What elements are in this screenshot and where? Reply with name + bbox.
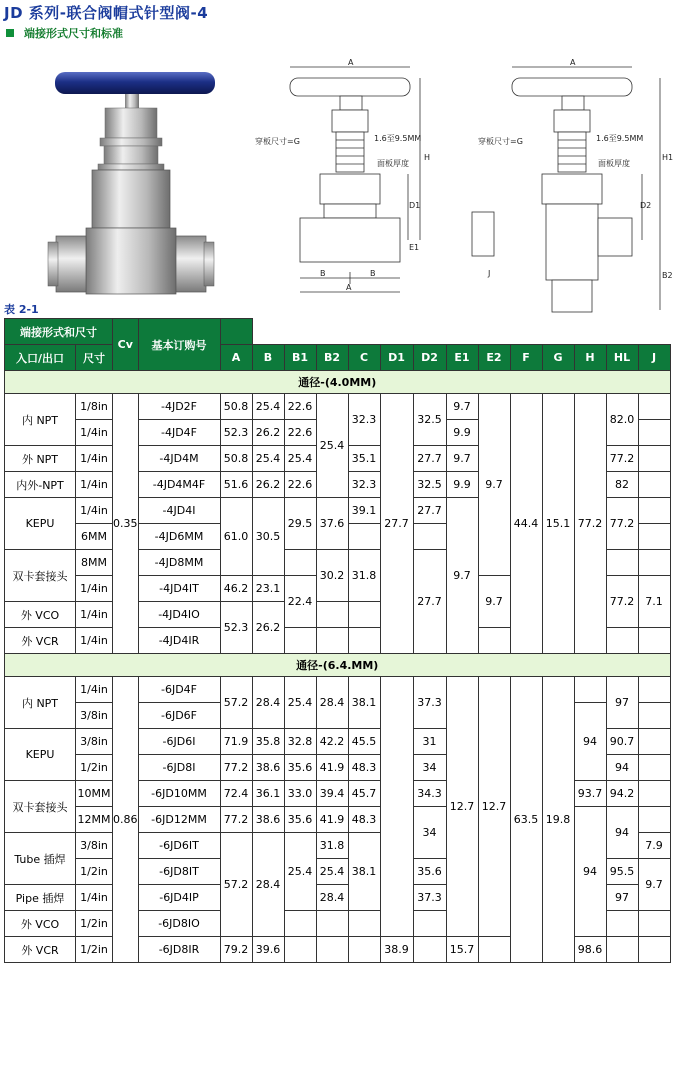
- svg-text:1.6至9.5MM: 1.6至9.5MM: [374, 134, 422, 143]
- col-B2: B2: [316, 345, 348, 371]
- page-title: JD 系列-联合阀帽式针型阀-4: [4, 4, 209, 22]
- col-G: G: [542, 345, 574, 371]
- header-order: 基本订购号: [138, 319, 220, 371]
- table-row: 1/4in -4JD4F 52.3 26.2 22.6 9.9: [5, 420, 671, 446]
- svg-text:A: A: [348, 58, 354, 67]
- svg-text:D2: D2: [640, 201, 652, 210]
- svg-text:穿板尺寸=G: 穿板尺寸=G: [255, 137, 300, 146]
- table-row: 外 VCO 1/2in -6JD8IO: [5, 911, 671, 937]
- table-row: 外 VCR 1/4in -4JD4IR: [5, 628, 671, 654]
- svg-text:H1: H1: [662, 153, 674, 162]
- col-HL: HL: [606, 345, 638, 371]
- table-label: 表 2-1: [4, 303, 39, 316]
- col-C: C: [348, 345, 380, 371]
- svg-text:面板厚度: 面板厚度: [598, 159, 630, 168]
- svg-text:J: J: [488, 269, 491, 278]
- header-size: 尺寸: [76, 345, 113, 371]
- dimension-drawing-angle: [472, 67, 660, 322]
- svg-text:1.6至9.5MM: 1.6至9.5MM: [596, 134, 644, 143]
- col-D1: D1: [380, 345, 413, 371]
- svg-text:E1: E1: [409, 243, 420, 252]
- svg-text:H: H: [424, 153, 431, 162]
- col-A: A: [220, 345, 252, 371]
- section-header-4mm: 通径-(4.0MM): [5, 371, 671, 394]
- table-row: 双卡套接头 10MM -6JD10MM 72.4 36.1 33.0 39.4 45.7 34.3 93.7 94.2: [5, 781, 671, 807]
- section-header-6mm: 通径-(6.4.MM): [5, 654, 671, 677]
- svg-text:B: B: [320, 269, 326, 278]
- table-row: 外 VCO 1/4in -4JD4IO 52.3 26.2: [5, 602, 671, 628]
- table-header-row: [5, 345, 671, 371]
- section-subtitle: 端接形式尺寸和标准: [6, 25, 123, 41]
- table-row: 外 VCR 1/2in -6JD8IR 79.2 39.6 38.9 15.7 98.6: [5, 937, 671, 963]
- header-cv: Cv: [113, 319, 139, 371]
- table-row: 3/8in -6JD6F 94: [5, 703, 671, 729]
- svg-text:B2: B2: [662, 271, 673, 280]
- svg-text:B: B: [370, 269, 376, 278]
- table-row: Tube 插焊 3/8in -6JD6IT 57.2 28.4 25.4 31.8 38.1 7.9: [5, 833, 671, 859]
- table-row: 1/2in -6JD8IT 25.4 35.6 95.5 9.7: [5, 859, 671, 885]
- bullet-square-icon: [6, 29, 14, 37]
- table-row: 6MM -4JD6MM: [5, 524, 671, 550]
- handle-icon: [55, 72, 215, 94]
- table-row: Pipe 插焊 1/4in -6JD4IP 28.4 37.3 97: [5, 885, 671, 911]
- col-D2: D2: [413, 345, 446, 371]
- svg-text:D1: D1: [409, 201, 421, 210]
- svg-text:A: A: [570, 58, 576, 67]
- header-inlet-outlet: 入口/出口: [5, 345, 76, 371]
- col-B1: B1: [284, 345, 316, 371]
- table-row: 外 NPT 1/4in -4JD4M 50.8 25.4 25.4 35.1 27.7 9.7 77.2: [5, 446, 671, 472]
- valve-figures: [0, 40, 677, 310]
- table-row: 内外-NPT 1/4in -4JD4M4F 51.6 26.2 22.6 32.3 32.5 9.9 82: [5, 472, 671, 498]
- table-row: 12MM -6JD12MM 77.2 38.6 35.6 41.9 48.3 34 94 94: [5, 807, 671, 833]
- table-row: 1/2in -6JD8I 77.2 38.6 35.6 41.9 48.3 34 94: [5, 755, 671, 781]
- table-row: 内 NPT 1/8in 0.35 -4JD2F 50.8 25.4 22.6 25.4 32.3 27.7 32.5 9.7 9.7 44.4 15.1 77.2 82.0: [5, 394, 671, 420]
- col-F: F: [510, 345, 542, 371]
- col-E1: E1: [446, 345, 478, 371]
- svg-text:穿板尺寸=G: 穿板尺寸=G: [478, 137, 523, 146]
- header-connection: 端接形式和尺寸: [5, 319, 113, 345]
- table-row: 内 NPT 1/4in 0.86 -6JD4F 57.2 28.4 25.4 28.4 38.1 37.3 12.7 12.7 63.5 19.8 97: [5, 677, 671, 703]
- table-row: KEPU 3/8in -6JD6I 71.9 35.8 32.8 42.2 45.5 31 90.7: [5, 729, 671, 755]
- table-row: 双卡套接头 8MM -4JD8MM 30.2 31.8 27.7: [5, 550, 671, 576]
- col-H: H: [574, 345, 606, 371]
- dimension-table: [4, 318, 671, 963]
- valve-photo: [48, 72, 215, 294]
- table-row: 1/4in -4JD4IT 46.2 23.1 22.4 9.7 77.2 7.1: [5, 576, 671, 602]
- table-row: KEPU 1/4in -4JD4I 61.0 30.5 29.5 37.6 39.1 27.7 9.7 77.2: [5, 498, 671, 524]
- svg-text:A: A: [346, 283, 352, 292]
- col-J: J: [638, 345, 670, 371]
- col-E2: E2: [478, 345, 510, 371]
- col-B: B: [252, 345, 284, 371]
- valve-drawings: [0, 40, 677, 310]
- svg-text:面板厚度: 面板厚度: [377, 159, 409, 168]
- dimension-drawing-straight: [290, 67, 420, 292]
